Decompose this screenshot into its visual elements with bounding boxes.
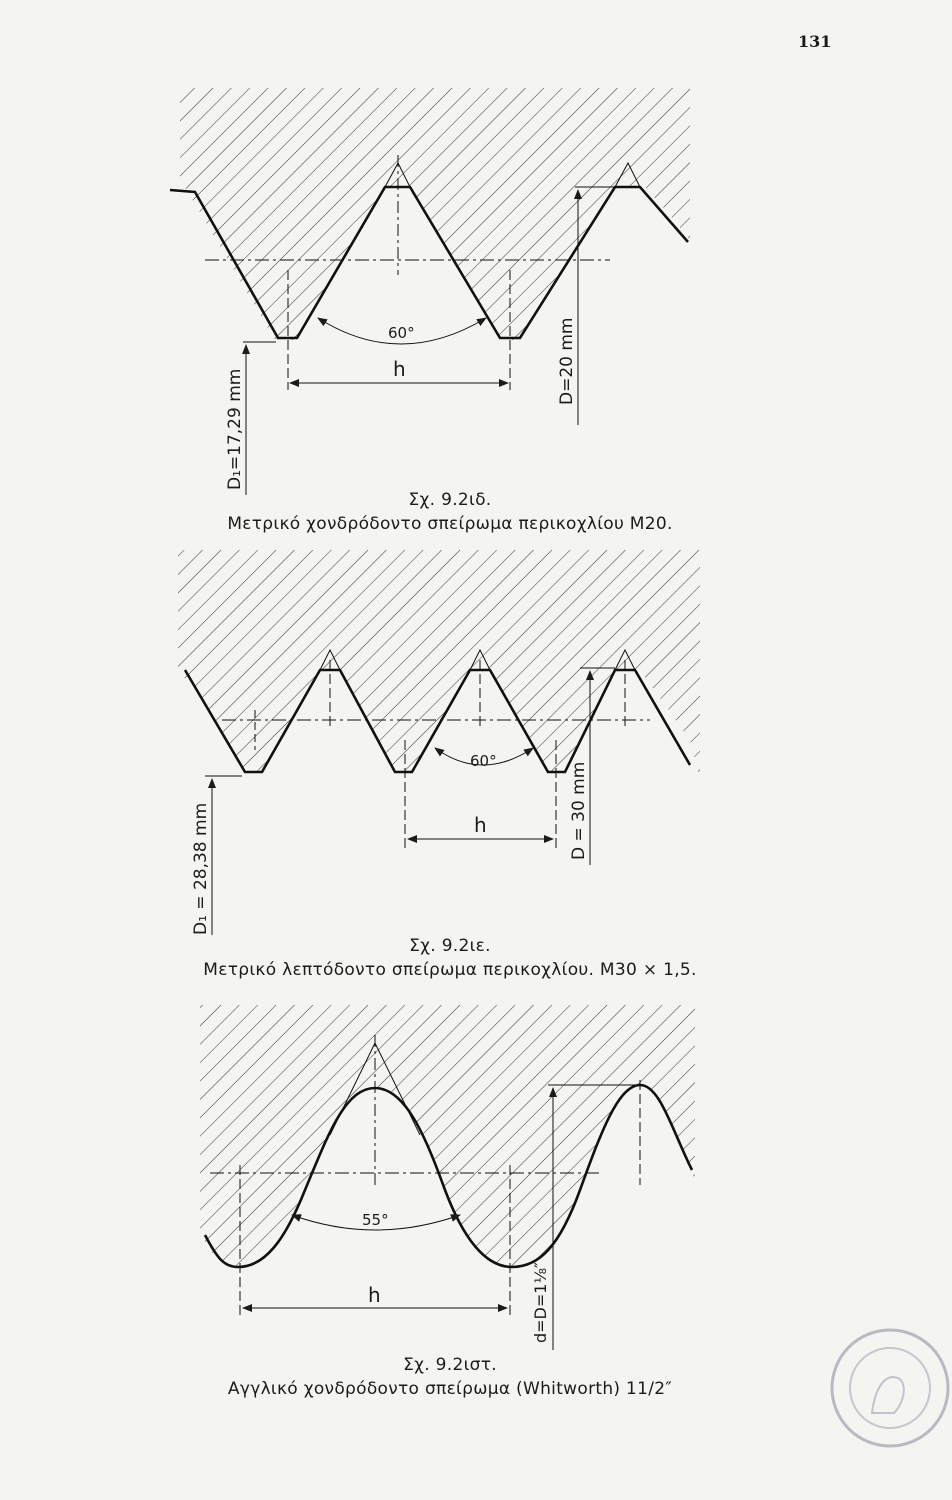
caption-text: Μετρικό χονδρόδοντο σπείρωμα περικοχλίου Μ20. <box>227 514 673 534</box>
major-diameter-label: d=D=1⅛″ <box>531 1262 550 1343</box>
figure-caption <box>0 490 900 534</box>
page-number: 131 <box>798 32 832 51</box>
angle-label: 60° <box>470 752 497 770</box>
hatched-material <box>170 88 690 340</box>
minor-diameter-label: D₁=17,29 mm <box>225 368 245 490</box>
pitch-label: h <box>368 1283 381 1307</box>
figure-metric-coarse-m20 <box>0 80 720 534</box>
figure-caption <box>0 1355 900 1399</box>
hatched-material <box>178 550 700 780</box>
figure-number: Σχ. 9.2ιστ. <box>403 1355 497 1375</box>
caption-text: Αγγλικό χονδρόδοντο σπείρωμα (Whitworth) 11/2″ <box>227 1379 673 1399</box>
caption-text: Μετρικό λεπτόδοντο σπείρωμα περικοχλίου. Μ30 × 1,5. <box>203 960 697 980</box>
figure-whitworth <box>0 1005 720 1399</box>
figure-number: Σχ. 9.2ιε. <box>409 936 491 956</box>
angle-label: 60° <box>388 324 415 342</box>
thread-drawing-m20 <box>0 80 720 500</box>
figure-metric-fine-m30 <box>0 550 720 980</box>
major-diameter-label: D = 30 mm <box>569 761 589 860</box>
minor-diameter-label: D₁ = 28,38 mm <box>191 802 211 935</box>
thread-drawing-whitworth <box>0 1005 720 1355</box>
hatched-material <box>200 1005 695 1267</box>
figure-number: Σχ. 9.2ιδ. <box>408 490 492 510</box>
library-stamp-icon <box>820 1318 952 1450</box>
thread-drawing-m30 <box>0 550 720 940</box>
major-diameter-label: D=20 mm <box>557 317 577 405</box>
figure-caption <box>0 936 900 980</box>
pitch-label: h <box>474 813 487 837</box>
angle-label: 55° <box>362 1211 389 1229</box>
pitch-label: h <box>393 357 406 381</box>
